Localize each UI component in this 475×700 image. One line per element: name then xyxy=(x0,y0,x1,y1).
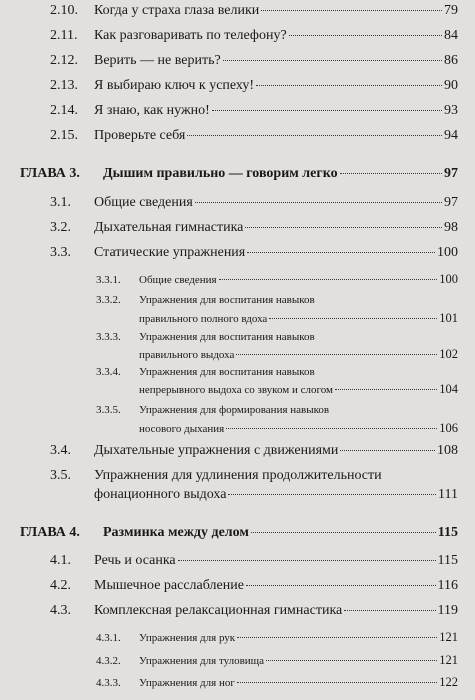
toc-title-continued: фонационного выдоха xyxy=(94,487,227,502)
toc-page-number: 98 xyxy=(444,220,458,235)
dot-leader xyxy=(178,560,436,561)
dot-leader xyxy=(226,428,437,429)
toc-line xyxy=(50,195,458,211)
toc-title: Как разговаривать по телефону? xyxy=(94,28,287,43)
toc-number: 3.3.1. xyxy=(96,274,121,286)
toc-title: Упражнения для рук xyxy=(139,632,236,644)
toc-page-number: 115 xyxy=(437,553,458,568)
toc-line xyxy=(50,603,458,619)
toc-title-continued: носового дыхания xyxy=(139,423,225,435)
toc-number: 3.1. xyxy=(50,195,71,210)
toc-line xyxy=(50,468,458,484)
toc-line xyxy=(96,272,458,287)
toc-line xyxy=(50,3,458,19)
dot-leader xyxy=(195,202,442,203)
toc-title: Мышечное расслабление xyxy=(94,578,244,593)
toc-line xyxy=(96,366,458,378)
toc-line xyxy=(50,220,458,236)
toc-title: Дыхательная гимнастика xyxy=(94,220,244,235)
toc-chapter-title: Дышим правильно — говорим легко xyxy=(103,166,338,181)
toc-chapter-number: ГЛАВА 3. xyxy=(20,166,80,181)
dot-leader xyxy=(187,135,442,136)
toc-line-continuation xyxy=(139,311,458,326)
dot-leader xyxy=(344,610,435,611)
toc-title: Когда у страха глаза велики xyxy=(94,3,260,18)
toc-page-number: 106 xyxy=(439,421,458,435)
toc-line-continuation xyxy=(139,347,458,362)
toc-line xyxy=(50,28,458,44)
toc-number: 3.3.2. xyxy=(96,294,121,306)
toc-title: Верить — не верить? xyxy=(94,53,221,68)
dot-leader xyxy=(237,682,437,683)
toc-line-continuation xyxy=(139,382,458,397)
toc-number: 4.3. xyxy=(50,603,71,618)
toc-line xyxy=(50,578,458,594)
toc-line xyxy=(50,53,458,69)
toc-title: Упражнения для формирования навыков xyxy=(139,404,330,416)
toc-line xyxy=(50,103,458,119)
toc-page-number: 122 xyxy=(439,675,458,689)
toc-title: Упражнения для ног xyxy=(139,677,235,689)
toc-title-continued: правильного полного вдоха xyxy=(139,313,268,325)
toc-page-number: 104 xyxy=(439,382,458,396)
toc-page-number: 94 xyxy=(444,128,458,143)
dot-leader xyxy=(289,35,442,36)
toc-page-number: 100 xyxy=(439,272,458,286)
toc-number: 4.2. xyxy=(50,578,71,593)
toc-page-number: 97 xyxy=(444,195,458,210)
toc-line-continuation xyxy=(94,487,458,503)
toc-chapter-title: Разминка между делом xyxy=(103,525,249,540)
toc-line xyxy=(50,128,458,144)
toc-title: Я выбираю ключ к успеху! xyxy=(94,78,255,93)
toc-page-number: 100 xyxy=(437,245,458,260)
dot-leader xyxy=(266,660,437,661)
dot-leader xyxy=(245,227,442,228)
toc-title: Я знаю, как нужно! xyxy=(94,103,210,118)
toc-page-number: 116 xyxy=(437,578,458,593)
toc-title: Упражнения для воспитания навыков xyxy=(139,331,315,343)
toc-page-number: 79 xyxy=(444,3,458,18)
toc-line xyxy=(50,245,458,261)
toc-page-number: 108 xyxy=(437,443,458,458)
dot-leader xyxy=(340,173,442,174)
toc-title: Речь и осанка xyxy=(94,553,176,568)
toc-title: Общие сведения xyxy=(139,274,217,286)
toc-page-number: 121 xyxy=(439,630,458,644)
toc-title: Упражнения для воспитания навыков xyxy=(139,294,315,306)
toc-line xyxy=(20,525,458,541)
toc-page-number: 115 xyxy=(437,525,458,540)
toc-page-number: 93 xyxy=(444,103,458,118)
toc-page-number: 86 xyxy=(444,53,458,68)
toc-page-number: 97 xyxy=(444,166,458,181)
dot-leader xyxy=(228,494,436,495)
toc-title: Упражнения для удлинения продолжительности xyxy=(94,468,382,483)
dot-leader xyxy=(269,318,437,319)
toc-number: 3.2. xyxy=(50,220,71,235)
dot-leader xyxy=(237,637,437,638)
toc-page-number: 101 xyxy=(439,311,458,325)
dot-leader xyxy=(247,252,435,253)
toc-line xyxy=(96,653,458,668)
toc-number: 2.12. xyxy=(50,53,78,68)
toc-title: Проверьте себя xyxy=(94,128,186,143)
toc-number: 4.3.2. xyxy=(96,655,121,667)
toc-line xyxy=(96,404,458,416)
toc-number: 4.3.1. xyxy=(96,632,121,644)
toc-line xyxy=(96,675,458,690)
dot-leader xyxy=(219,279,438,280)
toc-number: 4.3.3. xyxy=(96,677,121,689)
toc-line-continuation xyxy=(139,421,458,436)
dot-leader xyxy=(261,10,442,11)
toc-page-number: 84 xyxy=(444,28,458,43)
dot-leader xyxy=(256,85,442,86)
toc-line xyxy=(96,630,458,645)
toc-chapter-number: ГЛАВА 4. xyxy=(20,525,80,540)
toc-title-continued: правильного выдоха xyxy=(139,349,235,361)
toc-number: 3.3.5. xyxy=(96,404,121,416)
toc-title: Комплексная релаксационная гимнастика xyxy=(94,603,343,618)
toc-line xyxy=(50,78,458,94)
toc-line xyxy=(96,294,458,306)
toc-title: Упражнения для воспитания навыков xyxy=(139,366,315,378)
toc-page-number: 119 xyxy=(437,603,458,618)
dot-leader xyxy=(246,585,436,586)
toc-number: 2.11. xyxy=(50,28,78,43)
dot-leader xyxy=(236,354,437,355)
toc-title-continued: непрерывного выдоха со звуком и слогом xyxy=(139,384,333,396)
dot-leader xyxy=(223,60,442,61)
toc-title: Упражнения для туловища xyxy=(139,655,265,667)
dot-leader xyxy=(212,110,442,111)
toc-title: Дыхательные упражнения с движениями xyxy=(94,443,339,458)
toc-line xyxy=(50,553,458,569)
toc-page-number: 90 xyxy=(444,78,458,93)
toc-number: 2.14. xyxy=(50,103,78,118)
toc-number: 4.1. xyxy=(50,553,71,568)
toc-number: 2.13. xyxy=(50,78,78,93)
toc-line xyxy=(96,331,458,343)
toc-page-number: 111 xyxy=(438,487,458,502)
toc-number: 2.15. xyxy=(50,128,78,143)
toc-page-number: 121 xyxy=(439,653,458,667)
toc-number: 3.5. xyxy=(50,468,71,483)
toc-number: 3.3.3. xyxy=(96,331,121,343)
toc-number: 3.4. xyxy=(50,443,71,458)
toc-line xyxy=(20,166,458,182)
toc-number: 3.3. xyxy=(50,245,71,260)
dot-leader xyxy=(340,450,435,451)
dot-leader xyxy=(251,532,436,533)
toc-title: Общие сведения xyxy=(94,195,193,210)
toc-page-number: 102 xyxy=(439,347,458,361)
dot-leader xyxy=(335,389,437,390)
toc-number: 3.3.4. xyxy=(96,366,121,378)
toc-line xyxy=(50,443,458,459)
toc-number: 2.10. xyxy=(50,3,78,18)
toc-title: Статические упражнения xyxy=(94,245,246,260)
